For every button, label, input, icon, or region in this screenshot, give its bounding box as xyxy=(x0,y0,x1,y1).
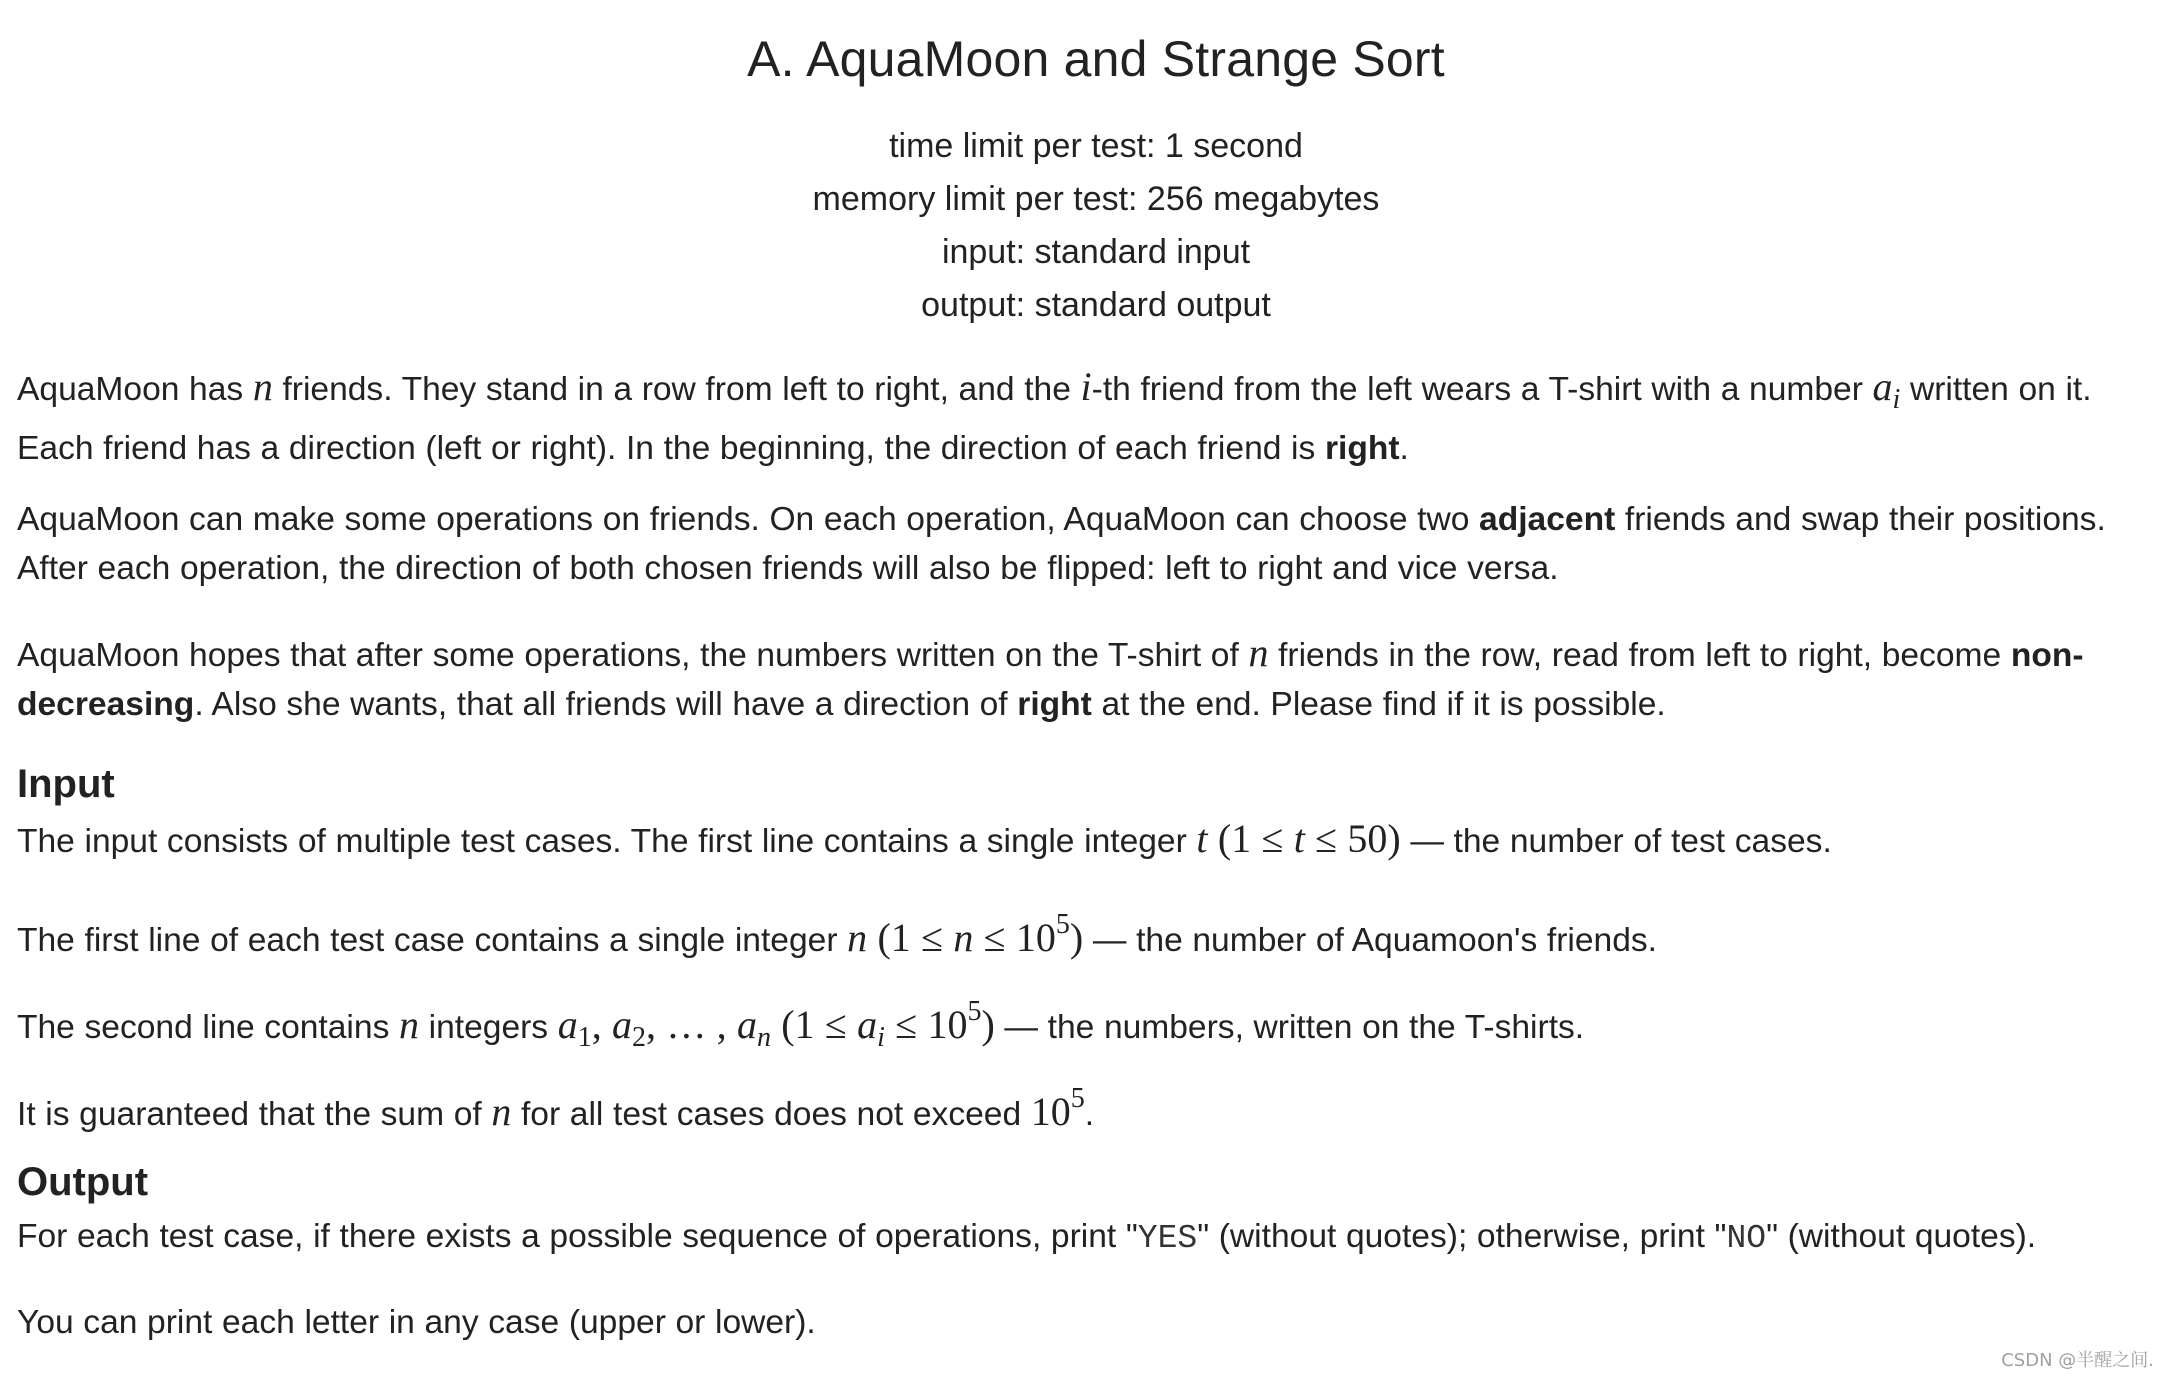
text-span: AquaMoon has xyxy=(17,371,253,408)
math-n: n xyxy=(847,915,868,960)
text-span: -th friend from the left wears a T-shirt with a number xyxy=(1091,371,1873,408)
csdn-watermark: CSDN @半醒之间. xyxy=(2001,1350,2154,1371)
math-sub: i xyxy=(877,1022,885,1053)
memory-limit: memory limit per test: 256 megabytes xyxy=(812,180,1380,218)
text-span: — the number of Aquamoon's friends. xyxy=(1083,922,1657,959)
math-a: a xyxy=(612,1002,633,1047)
text-span: friends in the row, read from left to right, become xyxy=(1268,637,2011,674)
text-span: . Also she wants, that all friends will have a direction of xyxy=(194,686,1018,723)
text-span: " (without quotes); otherwise, print " xyxy=(1197,1218,1727,1255)
legend-paragraph-2 xyxy=(17,495,2166,593)
text-span: — the number of test cases. xyxy=(1400,823,1832,860)
text-span: . xyxy=(1399,430,1409,467)
bold-right: right xyxy=(1017,686,1092,723)
input-spec: input: standard input xyxy=(941,233,1251,271)
math-a: a xyxy=(1872,364,1893,409)
math-span: , … , xyxy=(646,1002,737,1047)
bold-right: right xyxy=(1324,430,1400,467)
math-t: t xyxy=(1196,816,1208,861)
math-n: n xyxy=(1248,630,1269,675)
text-span: . xyxy=(1084,1096,1095,1133)
legend-paragraph-3 xyxy=(17,628,2166,729)
math-a: a xyxy=(557,1002,578,1047)
code-yes: YES xyxy=(1137,1220,1198,1257)
math-span: ≤ 10 xyxy=(884,1002,968,1047)
math-span: 10 xyxy=(1030,1089,1071,1134)
output-heading: Output xyxy=(17,1160,149,1204)
math-t: t xyxy=(1293,816,1305,861)
legend-paragraph-1 xyxy=(17,362,2166,473)
text-span: written on it. Each friend has a direction (left or right). In the beginning, the direction of each friend is xyxy=(17,371,2092,467)
text-span: The input consists of multiple test cases. The first line contains a single integer xyxy=(17,823,1197,860)
math-n: n xyxy=(953,915,974,960)
limits-block xyxy=(0,120,2174,332)
text-span: AquaMoon can make some operations on friends. On each operation, AquaMoon can choose two xyxy=(17,501,1480,538)
math-sup: 5 xyxy=(1055,909,1070,940)
output-paragraph-2: You can print each letter in any case (upper or lower). xyxy=(17,1304,816,1341)
math-span: , xyxy=(591,1002,613,1047)
math-span: ) xyxy=(1069,915,1084,960)
math-span: ) xyxy=(981,1002,995,1047)
math-a: a xyxy=(736,1002,757,1047)
code-no: NO xyxy=(1726,1220,1767,1257)
math-sup: 5 xyxy=(967,996,982,1027)
math-sub: n xyxy=(756,1022,771,1053)
math-span: ≤ 50) xyxy=(1304,816,1401,861)
input-paragraph-4 xyxy=(17,1074,2166,1139)
math-sub: 2 xyxy=(632,1022,647,1053)
math-n: n xyxy=(252,364,273,409)
output-spec: output: standard output xyxy=(921,286,1271,324)
input-paragraph-3 xyxy=(17,987,2166,1062)
bold-non-decreasing: non-decreasing xyxy=(17,637,2084,723)
text-span: — the numbers, written on the T-shirts. xyxy=(994,1009,1585,1046)
text-span: It is guaranteed that the sum of xyxy=(17,1096,492,1133)
input-heading: Input xyxy=(17,762,115,806)
text-span: at the end. Please find if it is possible. xyxy=(1091,686,1666,723)
math-i: i xyxy=(1080,364,1092,409)
math-n: n xyxy=(491,1089,512,1134)
math-sub-i: i xyxy=(1892,384,1901,415)
math-span: (1 ≤ xyxy=(1207,816,1294,861)
math-sup: 5 xyxy=(1070,1083,1085,1114)
text-span: " (without quotes). xyxy=(1766,1218,2037,1255)
text-span: friends and swap their positions. After each operation, the direction of both chosen friends will also be flipped: left to right and vice versa. xyxy=(17,501,2106,587)
text-span: for all test cases does not exceed xyxy=(511,1096,1031,1133)
math-n: n xyxy=(399,1002,419,1047)
text-span: friends. They stand in a row from left to right, and the xyxy=(272,371,1081,408)
text-span: integers xyxy=(419,1009,558,1046)
math-span: (1 ≤ xyxy=(770,1002,858,1047)
math-span: ≤ 10 xyxy=(973,915,1056,960)
text-span: The second line contains xyxy=(17,1009,399,1046)
text-span: For each test case, if there exists a possible sequence of operations, print " xyxy=(17,1218,1138,1255)
input-paragraph-2 xyxy=(17,900,2166,965)
bold-adjacent: adjacent xyxy=(1479,501,1616,538)
math-span: (1 ≤ xyxy=(867,915,954,960)
output-paragraph-1 xyxy=(17,1212,2166,1263)
text-span: The first line of each test case contains a single integer xyxy=(17,922,848,959)
text-span: AquaMoon hopes that after some operations, the numbers written on the T-shirt of xyxy=(17,637,1249,674)
time-limit: time limit per test: 1 second xyxy=(889,127,1303,165)
input-paragraph-1 xyxy=(17,814,2166,866)
problem-title: A. AquaMoon and Strange Sort xyxy=(747,31,1445,87)
math-a: a xyxy=(857,1002,878,1047)
math-sub: 1 xyxy=(577,1022,592,1053)
